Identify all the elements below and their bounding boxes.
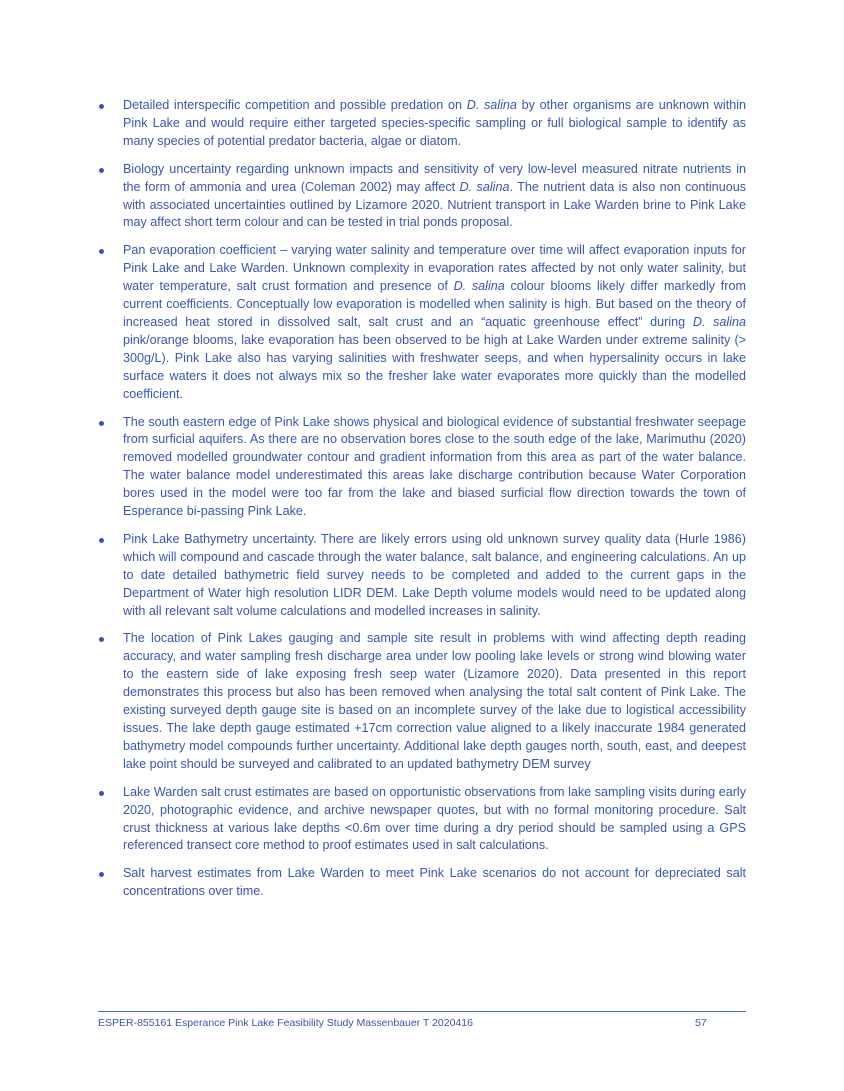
bullet-point-icon — [99, 249, 104, 254]
bullet-text — [123, 243, 746, 400]
bullet-item — [98, 630, 746, 773]
bullet-item — [98, 161, 746, 233]
species-name: D. salina — [692, 314, 746, 329]
bullet-item — [98, 414, 746, 521]
footer-page-number: 57 — [695, 1017, 707, 1029]
text-segment: Salt harvest estimates from Lake Warden to meet Pink Lake scenarios do not account for depreciated salt concentrations over time. — [123, 866, 746, 899]
footer-document-title: ESPER-855161 Esperance Pink Lake Feasibility Study Massenbauer T 2020416 — [98, 1017, 473, 1029]
text-segment: The south eastern edge of Pink Lake shows physical and biological evidence of substantial freshwater seepage from surficial aquifers. As there are no observation bores close to the south edge of the lake, Marimuthu (2020) removed modelled groundwater contour and gradient information from this area as part of the water balance. The water balance model underestimated this areas lake discharge contribution because Water Corporation bores used in the model were too far from the lake and biased surficial flow direction towards the town of Esperance bi-passing Pink Lake. — [123, 414, 746, 519]
text-segment: Pink Lake Bathymetry uncertainty. There are likely errors using old unknown survey quality data (Hurle 1986) which will compound and cascade through the water balance, salt balance, and engineering calculations. An up to date detailed bathymetric field survey needs to be completed and added to the current gaps in the Department of Water high resolution LIDR DEM. Lake Depth volume models would need to be updated along with all relevant salt volume calculations and modelled increases in salinity. — [123, 531, 746, 618]
bullet-text — [123, 162, 746, 230]
bullet-list — [98, 97, 746, 911]
bullet-text — [123, 98, 746, 148]
bullet-point-icon — [99, 421, 104, 426]
text-segment: by other organisms are unknown within Pink Lake and would require either targeted species-specific sampling or full biological sample to identify as many species of potential predator bacteria, algae or diatom. — [123, 98, 747, 148]
bullet-text — [123, 415, 746, 519]
bullet-point-icon — [99, 791, 104, 796]
bullet-point-icon — [99, 168, 104, 173]
bullet-point-icon — [99, 538, 104, 543]
page-footer — [98, 1011, 746, 1029]
species-name: D. salina — [459, 179, 510, 194]
bullet-point-icon — [99, 872, 104, 877]
text-segment: colour blooms likely differ markedly from current coefficients. Conceptually low evaporation is modelled when salinity is high. But based on the theory of increased heat stored in dissolved salt, salt crust and an “aquatic greenhouse effect” during — [123, 279, 746, 329]
bullet-text — [123, 532, 746, 618]
bullet-point-icon — [99, 637, 104, 642]
text-segment: Lake Warden salt crust estimates are based on opportunistic observations from lake sampling visits during early 2020, photographic evidence, and archive newspaper quotes, but with no formal monitoring procedure. Salt crust thickness at various lake depths <0.6m over time during a dry period should be sampled using a GPS referenced transect core method to proof estimates used in salt calculations. — [123, 784, 746, 853]
text-segment: Pan evaporation coefficient – varying water salinity and temperature over time will affect evaporation inputs for Pink Lake and Lake Warden. Unknown complexity in evaporation rates affected by not only water salinity, but water temperature, salt crust formation and presence of — [123, 243, 746, 294]
species-name: D. salina — [466, 98, 517, 112]
bullet-item — [98, 531, 746, 621]
text-segment: The location of Pink Lakes gauging and sample site result in problems with wind affecting depth reading accuracy, and water sampling fresh discharge area under low pooling lake levels or strong wind blowing water to the eastern side of lake exposing fresh seep water (Lizamore 2020). Data presented in this report demonstrates this process but also has been removed when analysing the total salt content of Pink Lake. The existing surveyed depth gauge site is based on an incomplete survey of the lake due to logistical accessibility issues. The lake depth gauge estimated +17cm correction value aligned to a likely inaccurate 1984 generated bathymetry model compounds further uncertainty. Additional lake depth gauges north, south, east, and deepest lake point should be surveyed and calibrated to an updated bathymetry DEM survey — [123, 631, 746, 771]
text-segment: Biology uncertainty regarding unknown impacts and sensitivity of very low-level measured nitrate nutrients in the form of ammonia and urea (Coleman 2002) may affect — [123, 161, 746, 194]
bullet-item — [98, 97, 746, 151]
text-segment: pink/orange blooms, lake evaporation has been observed to be high at Lake Warden under extreme salinity (> 300g/L). Pink Lake also has varying salinities with freshwater seeps, and when hypersalinity occurs in lake surface waters it does not always mix so the fresher lake water evaporates more quickly than the modelled coefficient. — [123, 332, 746, 401]
bullet-item — [98, 242, 746, 403]
bullet-text — [123, 631, 746, 770]
bullet-point-icon — [99, 104, 104, 109]
text-segment: . The nutrient data is also non continuous with associated uncertainties outlined by Lizamore 2020. Nutrient transport in Lake Warden brine to Pink Lake may affect short term colour and can be tested in trial ponds proposal. — [123, 179, 746, 230]
species-name: D. salina — [453, 279, 505, 294]
bullet-item — [98, 865, 746, 901]
bullet-item — [98, 784, 746, 856]
text-segment: Detailed interspecific competition and possible predation on — [123, 98, 467, 112]
bullet-text — [123, 866, 746, 898]
bullet-text — [123, 785, 746, 853]
